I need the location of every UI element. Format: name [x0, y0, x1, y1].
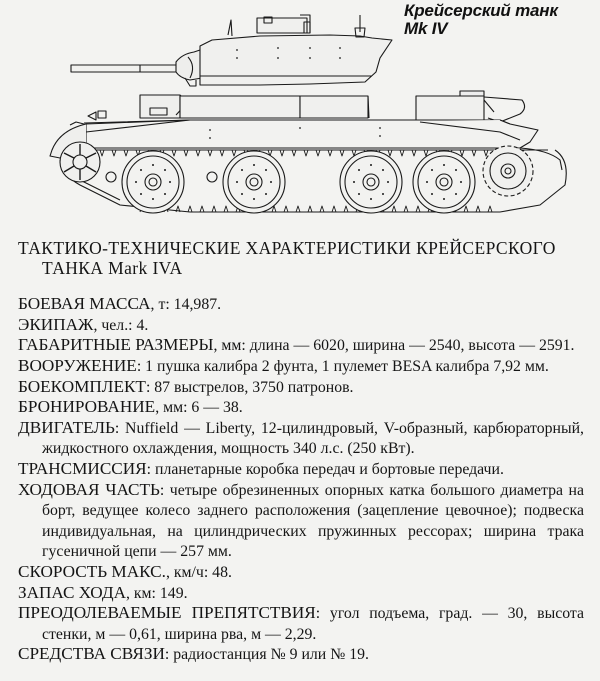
spec-key: СКОРОСТЬ МАКС. [18, 561, 166, 581]
spec-value: : Nuffield — Liberty, 12-цилиндровый, V-образный, карбюраторный, жидкостного охлаждения, мощность 340 л.с. (250 кВт). [42, 419, 584, 458]
spec-value: , чел.: 4. [93, 316, 149, 334]
specifications-section [18, 239, 584, 665]
spec-key: СРЕДСТВА СВЯЗИ [18, 644, 165, 664]
spec-obstacles [18, 603, 584, 644]
spec-key: ДВИГАТЕЛЬ [18, 417, 115, 437]
spec-key: БОЕКОМПЛЕКТ [18, 376, 146, 396]
spec-value: , мм: длина — 6020, ширина — 2540, высота — 2591. [213, 337, 575, 355]
spec-range [18, 583, 584, 604]
spec-crew [18, 315, 584, 336]
spec-value: , т: 14,987. [150, 296, 222, 314]
spec-key: ЭКИПАЖ [18, 314, 94, 334]
spec-engine [18, 418, 584, 459]
spec-ammunition [18, 377, 584, 398]
spec-value: , км: 149. [125, 584, 188, 602]
specifications-title [18, 239, 584, 278]
illustration-caption [404, 2, 558, 38]
caption-line-1: Крейсерский танк [404, 1, 558, 20]
spec-value: , км/ч: 48. [165, 563, 232, 581]
title-line-1: ТАКТИКО-ТЕХНИЧЕСКИЕ ХАРАКТЕРИСТИКИ КРЕЙСЕРСКОГО [18, 238, 556, 258]
spec-value: : четыре обрезиненных опорных катка большого диаметра на борт, ведущее колесо заднего расположения (зацепление цевочное); подвеска индивидуальная, на цилиндрических пружинных рессорах; ширина трака гусеничной цепи — 257 мм. [42, 481, 585, 561]
spec-armament [18, 356, 584, 377]
spec-key: ХОДОВАЯ ЧАСТЬ [18, 479, 160, 499]
spec-dimensions [18, 335, 584, 356]
spec-value: : планетарные коробка передач и бортовые передачи. [146, 460, 504, 478]
spec-combat-weight [18, 294, 584, 315]
caption-line-2: Mk IV [404, 19, 448, 38]
spec-key: ТРАНСМИССИЯ [18, 458, 147, 478]
spec-armor [18, 397, 584, 418]
spec-key: ГАБАРИТНЫЕ РАЗМЕРЫ [18, 335, 214, 355]
spec-transmission [18, 459, 584, 480]
spec-key: БРОНИРОВАНИЕ [18, 397, 156, 417]
spec-key: ПРЕОДОЛЕВАЕМЫЕ ПРЕПЯТСТВИЯ [18, 603, 316, 623]
spec-value: : радиостанция № 9 или № 19. [164, 646, 369, 664]
spec-running-gear [18, 480, 584, 562]
spec-key: ЗАПАС ХОДА [18, 582, 126, 602]
spec-key: ВООРУЖЕНИЕ [18, 355, 137, 375]
spec-value: : 87 выстрелов, 3750 патронов. [145, 378, 354, 396]
spec-value: : угол подъема, град. — 30, высота стенки, м — 0,61, ширина рва, м — 2,29. [42, 605, 585, 643]
title-line-2: ТАНКА Mark IVA [42, 257, 183, 278]
spec-key: БОЕВАЯ МАССА [18, 294, 151, 314]
spec-communications [18, 644, 584, 665]
spec-value: , мм: 6 — 38. [155, 399, 243, 417]
spec-value: : 1 пушка калибра 2 фунта, 1 пулемет BESA калибра 7,92 мм. [136, 357, 549, 375]
spec-max-speed [18, 562, 584, 583]
